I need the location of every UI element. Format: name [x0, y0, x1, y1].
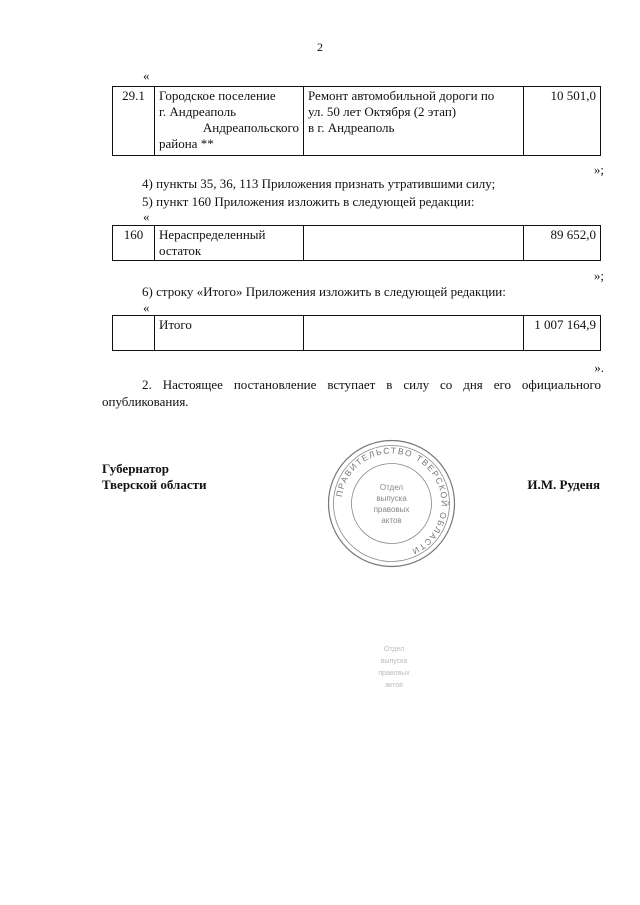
cell-line: Андреапольского — [202, 120, 299, 135]
cell-name: Итого — [155, 316, 304, 351]
cell-amount: 10 501,0 — [524, 87, 601, 156]
stamp-line: актов — [381, 516, 402, 525]
cell-line: г. Андреаполь — [159, 104, 237, 119]
official-stamp — [326, 438, 457, 569]
stamp-line: Отдел — [379, 483, 404, 492]
table-row-total — [112, 315, 601, 351]
imprint-line: выпуска — [380, 658, 408, 665]
cell-amount: 1 007 164,9 — [524, 316, 601, 351]
cell-amount: 89 652,0 — [524, 226, 601, 261]
position-line: Тверской области — [102, 477, 207, 492]
quote-open: « — [143, 68, 150, 83]
cell-line: Нераспределенный — [159, 227, 266, 242]
cell-line: остаток — [159, 243, 202, 258]
page-number: 2 — [317, 40, 323, 54]
cell-line: Городское поселение — [159, 88, 276, 103]
cell-description — [304, 316, 524, 351]
quote-open: « — [143, 300, 150, 315]
position-line: Губернатор — [102, 461, 170, 476]
cell-line: района ** — [159, 136, 214, 151]
cell-number: 160 — [113, 226, 155, 261]
stamp-line: правовых — [373, 505, 410, 514]
imprint-line: актов — [385, 682, 403, 689]
quote-open: « — [143, 209, 150, 224]
imprint-line: правовых — [378, 670, 410, 677]
stamp-line: выпуска — [376, 494, 407, 503]
stamp-imprint — [359, 635, 429, 705]
cell-name — [155, 226, 304, 261]
signature-name: И.М. Руденя — [527, 477, 600, 492]
cell-description — [304, 87, 524, 156]
cell-number — [113, 316, 155, 351]
cell-number: 29.1 — [113, 87, 155, 156]
list-item-6: 6) строку «Итого» Приложения изложить в следующей редакции: — [142, 284, 506, 299]
cell-line: ул. 50 лет Октября (2 этап) — [308, 104, 457, 119]
quote-close: »; — [593, 162, 604, 177]
signature-position — [102, 461, 207, 493]
table-row-29-1 — [112, 86, 601, 156]
cell-settlement — [155, 87, 304, 156]
imprint-line: Отдел — [383, 646, 405, 653]
quote-close: »; — [593, 268, 604, 283]
list-item-5: 5) пункт 160 Приложения изложить в следующей редакции: — [142, 194, 475, 209]
quote-close: ». — [594, 360, 604, 375]
table-row-160 — [112, 225, 601, 261]
cell-line: Ремонт автомобильной дороги по — [308, 88, 495, 103]
stamp-ring-text: ПРАВИТЕЛЬСТВО ТВЕРСКОЙ ОБЛАСТИ — [333, 445, 450, 558]
list-item-4: 4) пункты 35, 36, 113 Приложения признать утратившими силу; — [142, 176, 496, 191]
cell-line: в г. Андреаполь — [308, 120, 395, 135]
paragraph-2: 2. Настоящее постановление вступает в силу со дня его официального опубликования. — [102, 377, 601, 409]
cell-description — [304, 226, 524, 261]
